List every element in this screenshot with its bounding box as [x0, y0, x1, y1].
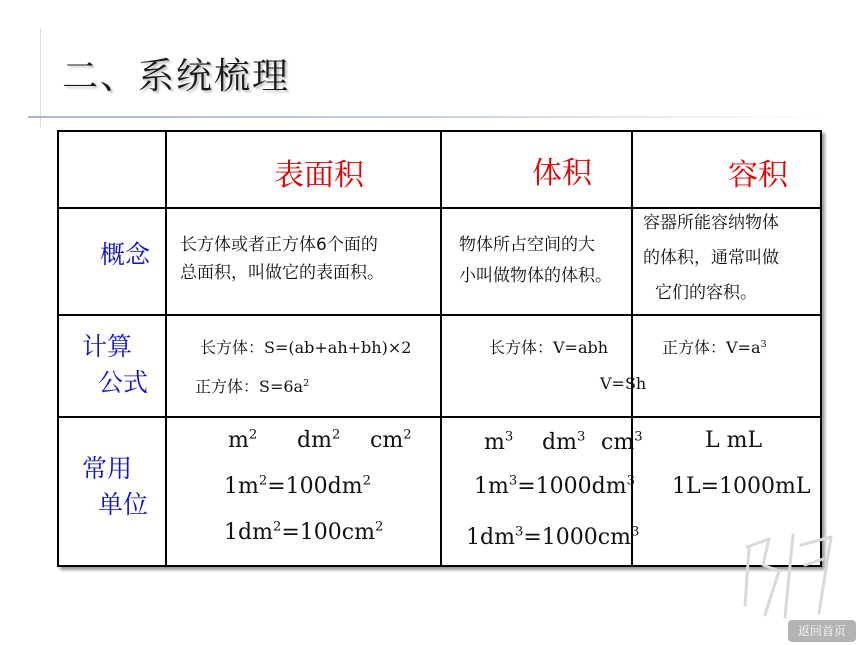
capacity-units: L mL: [705, 428, 763, 453]
volume-unit-cm3: $cm^3$: [601, 429, 643, 455]
formula-surface-cuboid: 长方体：S=(ab+ah+bh)×2: [200, 338, 412, 357]
row-label-units-1: 常用: [82, 454, 133, 483]
row-label-formula-1: 计算: [82, 332, 133, 361]
area-unit-m2: $m^2$: [228, 427, 258, 453]
header-capacity: 容积: [728, 158, 788, 193]
header-volume: 体积: [532, 156, 592, 191]
volume-unit-dm3: $dm^3$: [542, 429, 586, 455]
formula-volume-cube: 正方体：$V=a^3$: [662, 338, 767, 357]
row-label-formula-2: 公式: [98, 368, 149, 397]
slide-title: 二、系统梳理: [62, 56, 291, 97]
area-relation-1: $1m^2=100dm^2$: [224, 473, 372, 499]
row-label-units-2: 单位: [98, 490, 149, 519]
col-divider: [631, 131, 633, 566]
decor-horizontal-line: [28, 116, 828, 118]
area-unit-cm2: $cm^2$: [370, 427, 412, 453]
row-divider: [58, 416, 821, 418]
watermark-graphic: [735, 525, 850, 625]
home-button[interactable]: 返回首页: [788, 620, 856, 642]
decor-vertical-line: [40, 28, 41, 128]
col-divider: [165, 131, 167, 566]
concept-volume-line-2: 小叫做物体的体积。: [459, 266, 612, 286]
area-unit-dm2: $dm^2$: [297, 427, 341, 453]
concept-surface-line-1: 长方体或者正方体6个面的: [180, 235, 378, 255]
concept-capacity-line-3: 它们的容积。: [655, 283, 757, 303]
capacity-relation: 1L=1000mL: [672, 474, 811, 499]
formula-volume-general: V=Sh: [600, 374, 647, 393]
header-surface-area: 表面积: [274, 158, 364, 193]
volume-relation-1: $1m^3=1000dm^3$: [474, 473, 636, 499]
area-relation-2: $1dm^2=100cm^2$: [224, 519, 384, 545]
concept-volume-line-1: 物体所占空间的大: [459, 235, 595, 255]
concept-capacity-line-1: 容器所能容纳物体: [643, 213, 779, 233]
col-divider: [440, 131, 442, 566]
formula-volume-cuboid: 长方体：V=abh: [489, 338, 609, 357]
concept-surface-line-2: 总面积，叫做它的表面积。: [180, 263, 384, 283]
formula-surface-cube: 正方体：$S=6a^2$: [195, 377, 310, 396]
volume-unit-m3: $m^3$: [484, 429, 514, 455]
row-label-concept: 概念: [100, 240, 151, 269]
volume-relation-2: $1dm^3=1000cm^3$: [466, 524, 640, 550]
row-divider: [58, 314, 821, 316]
concept-capacity-line-2: 的体积，通常叫做: [643, 248, 779, 268]
